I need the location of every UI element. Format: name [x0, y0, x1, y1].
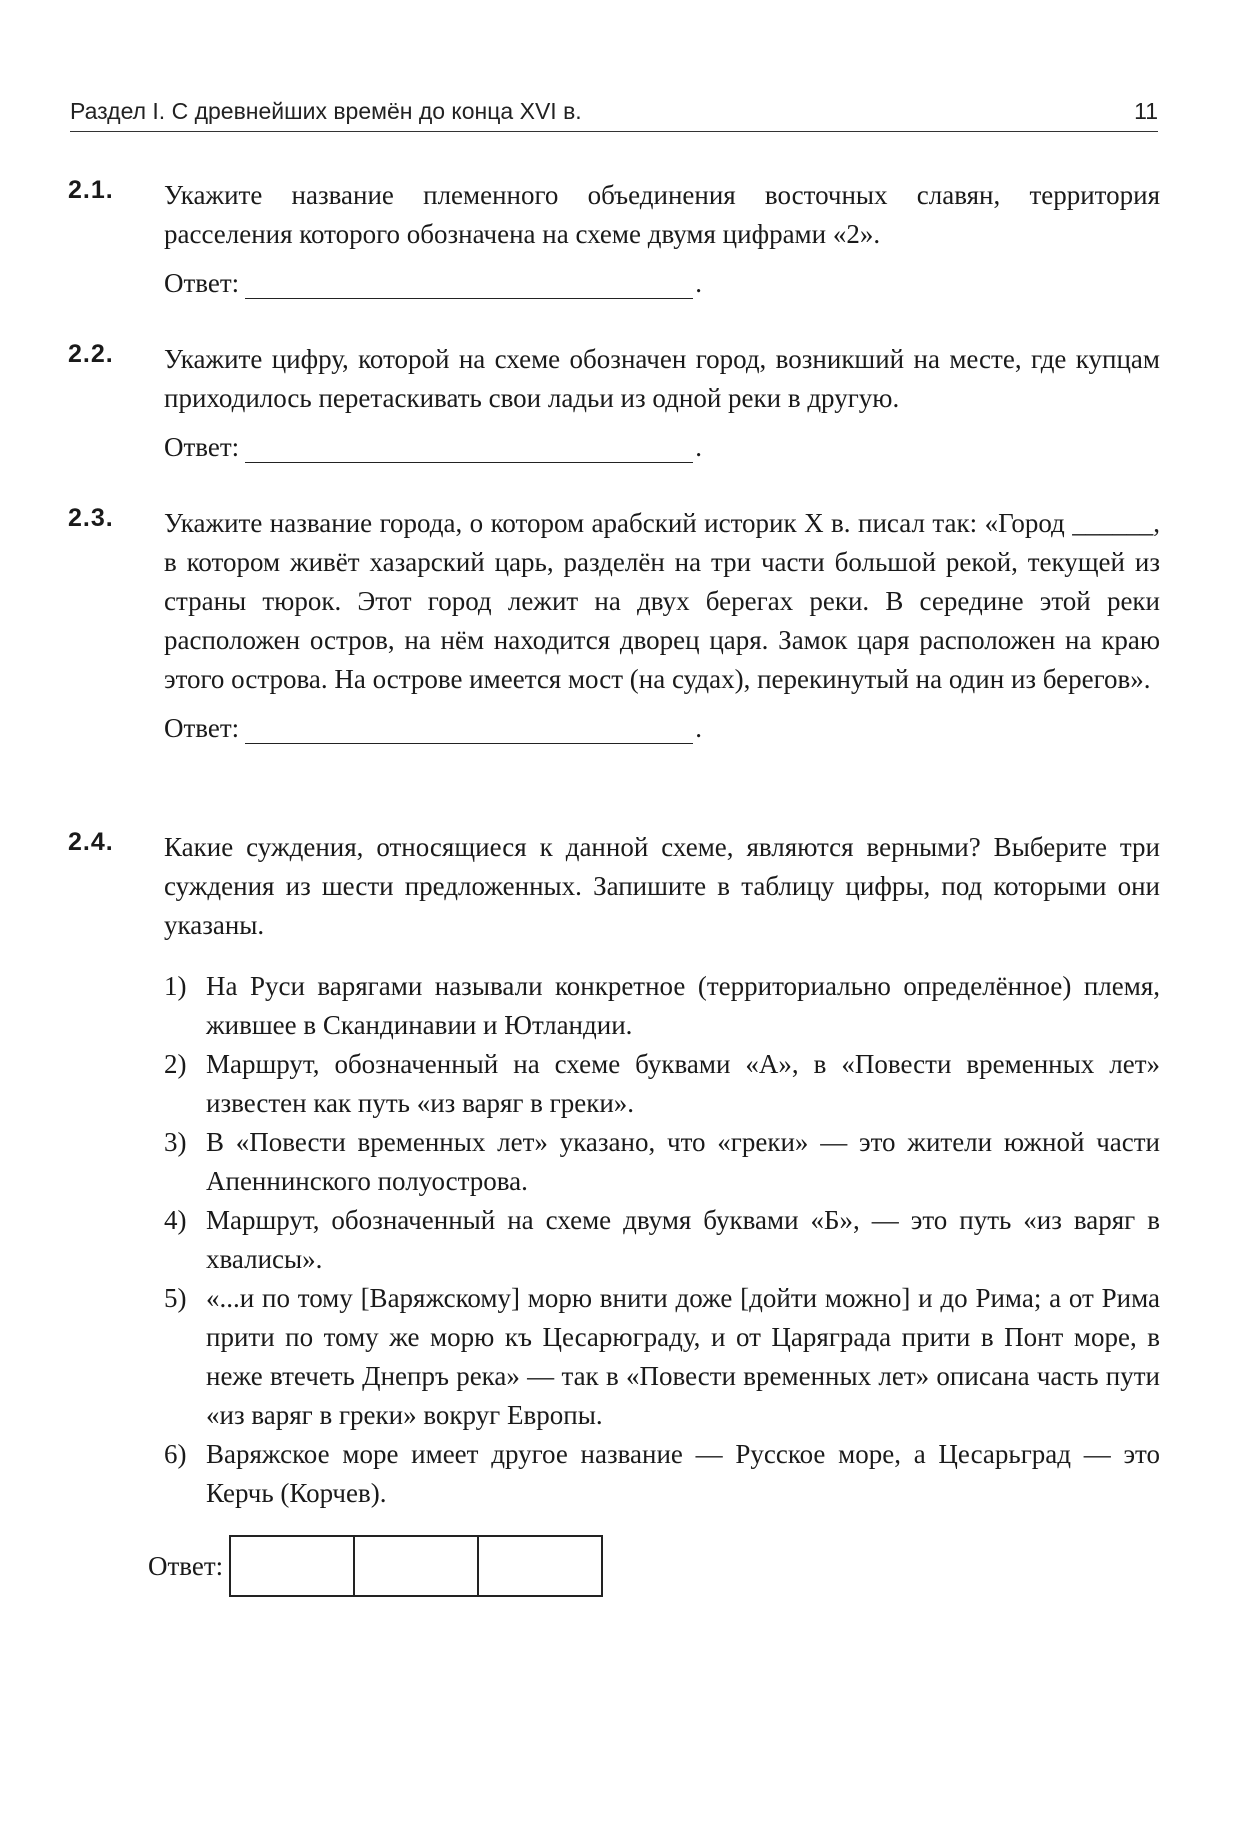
- question-2-3: [68, 504, 1160, 744]
- page-number: 11: [1134, 98, 1158, 124]
- question-2-4: [68, 828, 1160, 1513]
- question-text: Укажите название города, о котором арабский историк X в. писал так: «Город ______, в котором живёт хазарский царь, разделён на три части большой рекой, текущей из страны тюрок. Этот город лежит на двух берегах реки. В середине этой реки расположен остров, на нём находится дворец царя. Замок царя расположен на краю этого острова. На острове имеется мост (на судах), перекинутый на один из берегов».: [164, 508, 1160, 694]
- answer-label: Ответ:: [164, 268, 240, 298]
- statement-text: Маршрут, обозначенный на схеме буквами «А», в «Повести временных лет» известен как путь «из варяг в греки».: [206, 1049, 1160, 1118]
- question-text: Укажите цифру, которой на схеме обозначен город, возникший на месте, где купцам приходилось перетаскивать свои ладьи из одной реки в другую.: [164, 344, 1160, 413]
- answer-cell-2[interactable]: [355, 1537, 479, 1595]
- question-text: Какие суждения, относящиеся к данной схеме, являются верными? Выберите три суждения из шести предложенных. Запишите в таблицу цифры, под которыми они указаны.: [164, 832, 1160, 940]
- answer-blank[interactable]: [245, 719, 693, 744]
- statement-number: 6): [164, 1439, 187, 1469]
- statement-item: [164, 1123, 1160, 1201]
- question-text: Укажите название племенного объединения восточных славян, территория расселения которого обозначена на схеме двумя цифрами «2».: [164, 180, 1160, 249]
- question-2-1: [68, 176, 1160, 299]
- statement-list: [164, 967, 1160, 1513]
- answer-label: Ответ:: [164, 713, 240, 743]
- statement-number: 4): [164, 1205, 187, 1235]
- question-number: 2.1.: [68, 176, 114, 204]
- answer-row: Ответ: .: [164, 713, 702, 743]
- answer-label: Ответ:: [164, 432, 240, 462]
- question-number: 2.3.: [68, 504, 114, 532]
- statement-text: Варяжское море имеет другое название — Русское море, а Цесарьград — это Керчь (Корчев).: [206, 1439, 1160, 1508]
- question-number: 2.4.: [68, 828, 114, 856]
- question-number: 2.2.: [68, 340, 114, 368]
- answer-table-row: [148, 1535, 603, 1597]
- answer-cell-3[interactable]: [479, 1537, 601, 1595]
- statement-item: [164, 1279, 1160, 1435]
- answer-table: [229, 1535, 603, 1597]
- section-title: Раздел I. С древнейших времён до конца XVI в.: [70, 98, 582, 124]
- answer-blank[interactable]: [245, 438, 693, 463]
- statement-text: На Руси варягами называли конкретное (территориально определённое) племя, жившее в Скандинавии и Ютландии.: [206, 971, 1160, 1040]
- statement-number: 1): [164, 971, 187, 1001]
- answer-blank[interactable]: [245, 274, 693, 299]
- statement-item: [164, 967, 1160, 1045]
- statement-item: [164, 1435, 1160, 1513]
- answer-row: Ответ: .: [164, 268, 702, 298]
- statement-item: [164, 1201, 1160, 1279]
- statement-text: «...и по тому [Варяжскому] морю внити доже [дойти можно] и до Рима; а от Рима прити по тому же морю къ Цесарюграду, и от Царяграда прити в Понт море, в неже втечеть Днепръ река» — так в «Повести временных лет» описана часть пути «из варяг в греки» вокруг Европы.: [206, 1283, 1160, 1430]
- running-header: [70, 98, 1158, 132]
- answer-row: Ответ: .: [164, 432, 702, 462]
- statement-number: 2): [164, 1049, 187, 1079]
- answer-cell-1[interactable]: [231, 1537, 355, 1595]
- statement-number: 3): [164, 1127, 187, 1157]
- statement-number: 5): [164, 1283, 187, 1313]
- answer-label: Ответ:: [148, 1550, 224, 1581]
- statement-text: В «Повести временных лет» указано, что «греки» — это жители южной части Апеннинского полуострова.: [206, 1127, 1160, 1196]
- statement-text: Маршрут, обозначенный на схеме двумя буквами «Б», — это путь «из варяг в хвалисы».: [206, 1205, 1160, 1274]
- question-2-2: [68, 340, 1160, 463]
- statement-item: [164, 1045, 1160, 1123]
